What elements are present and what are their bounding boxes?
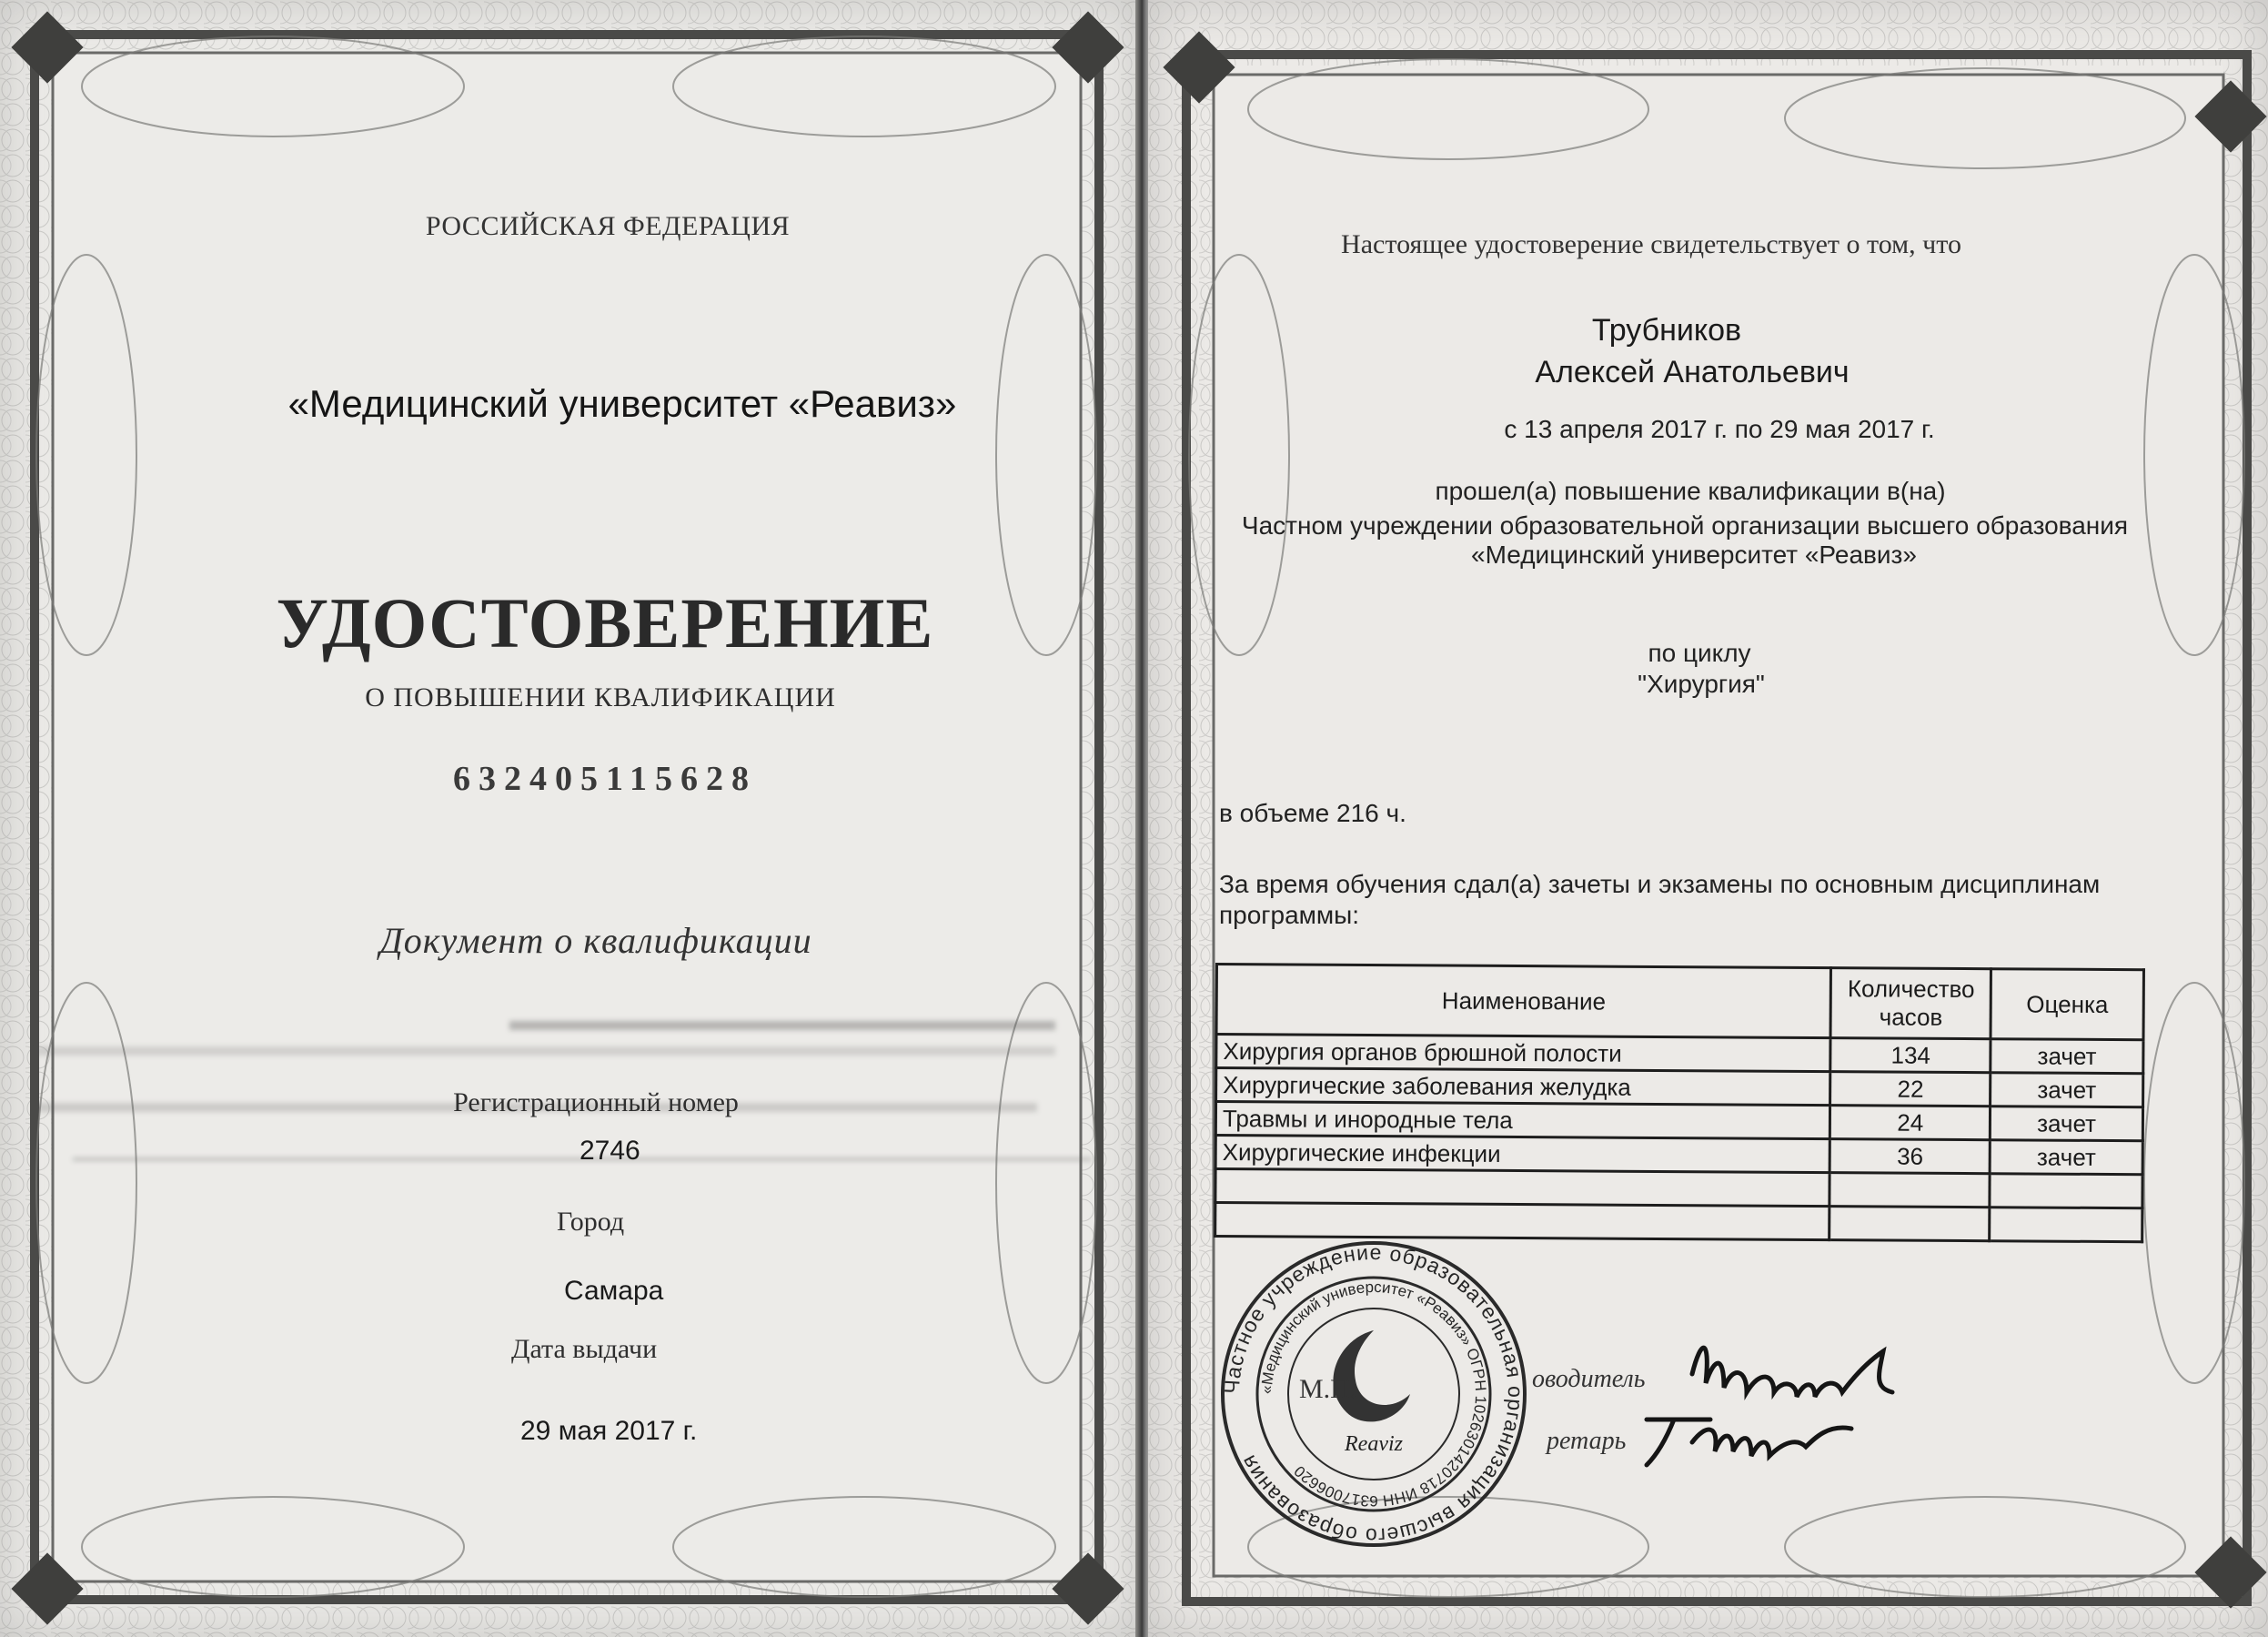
discipline-hours: 36: [1830, 1139, 1991, 1174]
discipline-hours: [1830, 1207, 1990, 1241]
university-name: «Медицинский университет «Реавиз»: [287, 382, 957, 425]
secretary-signature-icon: [1638, 1401, 1883, 1474]
certificate-subtitle: О ПОВЫШЕНИИ КВАЛИФИКАЦИИ: [365, 682, 836, 712]
holder-name: Алексей Анатольевич: [1535, 355, 1850, 389]
blurred-line: [36, 1046, 1055, 1056]
city-label: Город: [557, 1207, 625, 1237]
passed-text: прошел(а) повышение квалификации в(на): [1435, 477, 1946, 505]
discipline-name: [1215, 1203, 1830, 1240]
header-hours-line-1: Количество: [1847, 975, 1975, 1004]
discipline-grade: зачет: [1991, 1039, 2143, 1074]
document-type: Документ о квалификации: [379, 920, 812, 961]
holder-surname: Трубников: [1591, 313, 1742, 348]
issue-date-label: Дата выдачи: [511, 1334, 658, 1364]
svg-text:«Медицинский университет «Реав: «Медицинский университет «Реавиз» ОГРН 1026301420718 ИНН 6317006620: [1257, 1278, 1490, 1511]
discipline-name: Травмы и инородные тела: [1215, 1102, 1830, 1139]
country-heading: РОССИЙСКАЯ ФЕДЕРАЦИЯ: [425, 211, 791, 241]
certificate-title: УДОСТОВЕРЕНИЕ: [276, 583, 934, 662]
header-grade: Оценка: [1991, 969, 2143, 1040]
header-hours: [1830, 968, 1991, 1039]
table-row: [1216, 1068, 2143, 1107]
stamp-mark: М.П.: [1299, 1374, 1357, 1404]
discipline-name: [1215, 1169, 1830, 1207]
svg-text:Reaviz: Reaviz: [1345, 1432, 1403, 1456]
disciplines-table: [1214, 963, 2145, 1243]
certifies-text: Настоящее удостоверение свидетельствует о том, что: [1341, 229, 1961, 259]
head-label: оводитель: [1532, 1365, 1646, 1393]
institution-line-2: «Медицинский университет «Реавиз»: [1471, 541, 1917, 569]
discipline-hours: [1830, 1173, 1990, 1208]
header-name: Наименование: [1216, 965, 1831, 1038]
serial-number: 632405115628: [453, 760, 757, 798]
institution-line-1: Частном учреждении образовательной организации высшего образования: [1241, 511, 2129, 540]
discipline-name: Хирургия органов брюшной полости: [1216, 1035, 1831, 1072]
discipline-grade: зачет: [1990, 1140, 2142, 1175]
exams-text-line-1: За время обучения сдал(а) зачеты и экзамены по основным дисциплинам: [1219, 870, 2101, 898]
secretary-label: ретарь: [1547, 1427, 1627, 1455]
discipline-name: Хирургические заболевания желудка: [1216, 1068, 1831, 1106]
blurred-line: [509, 1021, 1055, 1030]
course-volume: в объеме 216 ч.: [1219, 799, 1406, 827]
cycle-name: "Хирургия": [1638, 670, 1765, 698]
table-header-row: [1216, 965, 2143, 1040]
discipline-hours: 22: [1830, 1072, 1991, 1106]
registration-number: 2746: [580, 1136, 640, 1166]
registration-label: Регистрационный номер: [453, 1087, 739, 1117]
header-hours-line-2: часов: [1879, 1003, 1943, 1031]
issue-date: 29 мая 2017 г.: [520, 1416, 698, 1446]
table-row-empty: [1215, 1169, 2142, 1208]
official-seal-icon: [1219, 1239, 1528, 1549]
table-row: [1215, 1102, 2142, 1141]
discipline-grade: [1990, 1208, 2142, 1242]
discipline-grade: зачет: [1991, 1106, 2143, 1141]
head-signature-icon: [1674, 1324, 1947, 1406]
discipline-hours: 134: [1830, 1038, 1991, 1073]
discipline-grade: [1990, 1174, 2142, 1208]
cycle-label: по циклу: [1648, 639, 1751, 667]
city-value: Самара: [564, 1276, 664, 1306]
training-period: с 13 апреля 2017 г. по 29 мая 2017 г.: [1504, 415, 1935, 443]
table-row-empty: [1215, 1203, 2142, 1242]
table-row: [1215, 1136, 2142, 1175]
discipline-grade: зачет: [1991, 1073, 2143, 1107]
table-row: [1216, 1035, 2143, 1074]
exams-text-line-2: программы:: [1219, 901, 1360, 929]
discipline-hours: 24: [1830, 1106, 1991, 1140]
discipline-name: Хирургические инфекции: [1215, 1136, 1830, 1173]
svg-text:Частное учреждение образовател: Частное учреждение образовательная организация высшего образования: [1219, 1239, 1528, 1549]
